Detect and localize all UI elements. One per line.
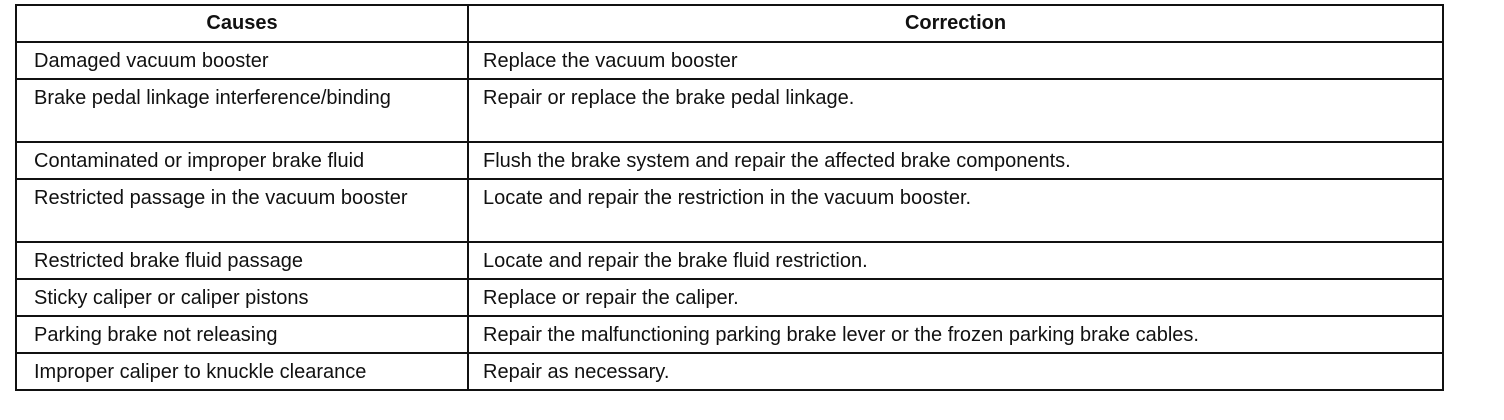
cause-cell: Parking brake not releasing	[16, 316, 468, 353]
table-row	[16, 79, 1443, 142]
correction-cell: Locate and repair the restriction in the vacuum booster.	[468, 179, 1443, 242]
cause-cell: Restricted passage in the vacuum booster	[16, 179, 468, 242]
table-row	[16, 142, 1443, 179]
correction-cell: Replace the vacuum booster	[468, 42, 1443, 79]
cause-cell: Brake pedal linkage interference/binding	[16, 79, 468, 142]
table-row	[16, 316, 1443, 353]
table-row	[16, 42, 1443, 79]
table-row	[16, 353, 1443, 390]
correction-cell: Locate and repair the brake fluid restriction.	[468, 242, 1443, 279]
correction-cell: Repair the malfunctioning parking brake lever or the frozen parking brake cables.	[468, 316, 1443, 353]
correction-cell: Repair or replace the brake pedal linkage.	[468, 79, 1443, 142]
table-row	[16, 242, 1443, 279]
table-row	[16, 279, 1443, 316]
correction-cell: Replace or repair the caliper.	[468, 279, 1443, 316]
correction-cell: Flush the brake system and repair the affected brake components.	[468, 142, 1443, 179]
cause-cell: Sticky caliper or caliper pistons	[16, 279, 468, 316]
cause-cell: Restricted brake fluid passage	[16, 242, 468, 279]
table-row	[16, 179, 1443, 242]
cause-cell: Improper caliper to knuckle clearance	[16, 353, 468, 390]
table-header-row	[16, 5, 1443, 42]
correction-column-header: Correction	[468, 5, 1443, 42]
cause-cell: Damaged vacuum booster	[16, 42, 468, 79]
cause-cell: Contaminated or improper brake fluid	[16, 142, 468, 179]
causes-column-header: Causes	[16, 5, 468, 42]
causes-correction-table	[15, 4, 1444, 391]
correction-cell: Repair as necessary.	[468, 353, 1443, 390]
